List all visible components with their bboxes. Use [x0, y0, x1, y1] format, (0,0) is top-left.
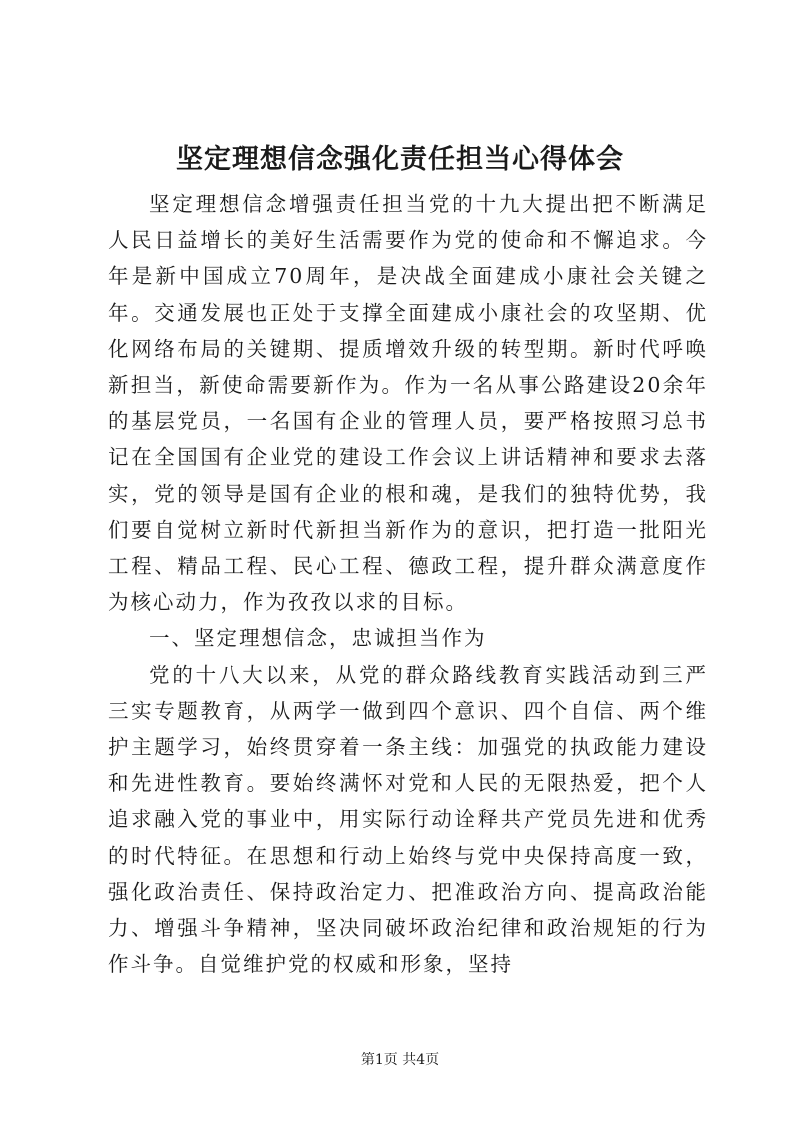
paragraph-section-one: 党的十八大以来，从党的群众路线教育实践活动到三严三实专题教育，从两学一做到四个意识、四个自信、两个维护主题学习，始终贯穿着一条主线：加强党的执政能力建设和先进性教育。要始终满怀对党和人民的无限热爱，把个人追求融入党的事业中，用实际行动诠释共产党员先进和优秀的时代特征。在思想和行动上始终与党中央保持高度一致，强化政治责任、保持政治定力、把准政治方向、提高政治能力、增强斗争精神，坚决同破坏政治纪律和政治规矩的行为作斗争。自觉维护党的权威和形象，坚持	[108, 662, 708, 977]
document-body	[108, 186, 708, 982]
page-footer	[0, 1050, 800, 1070]
page-number: 第1页 共4页	[360, 1052, 440, 1068]
paragraph-intro: 坚定理想信念增强责任担当党的十九大提出把不断满足人民日益增长的美好生活需要作为党的使命和不懈追求。今年是新中国成立70周年，是决战全面建成小康社会关键之年。交通发展也正处于支撑全面建成小康社会的攻坚期、优化网络布局的关键期、提质增效升级的转型期。新时代呼唤新担当，新使命需要新作为。作为一名从事公路建设20余年的基层党员，一名国有企业的管理人员，要严格按照习总书记在全国国有企业党的建设工作会议上讲话精神和要求去落实，党的领导是国有企业的根和魂，是我们的独特优势，我们要自觉树立新时代新担当新作为的意识，把打造一批阳光工程、精品工程、民心工程、德政工程，提升群众满意度作为核心动力，作为孜孜以求的目标。	[108, 192, 708, 615]
document-title: 坚定理想信念强化责任担当心得体会	[176, 144, 624, 175]
section-heading: 一、坚定理想信念，忠诚担当作为	[149, 626, 487, 651]
